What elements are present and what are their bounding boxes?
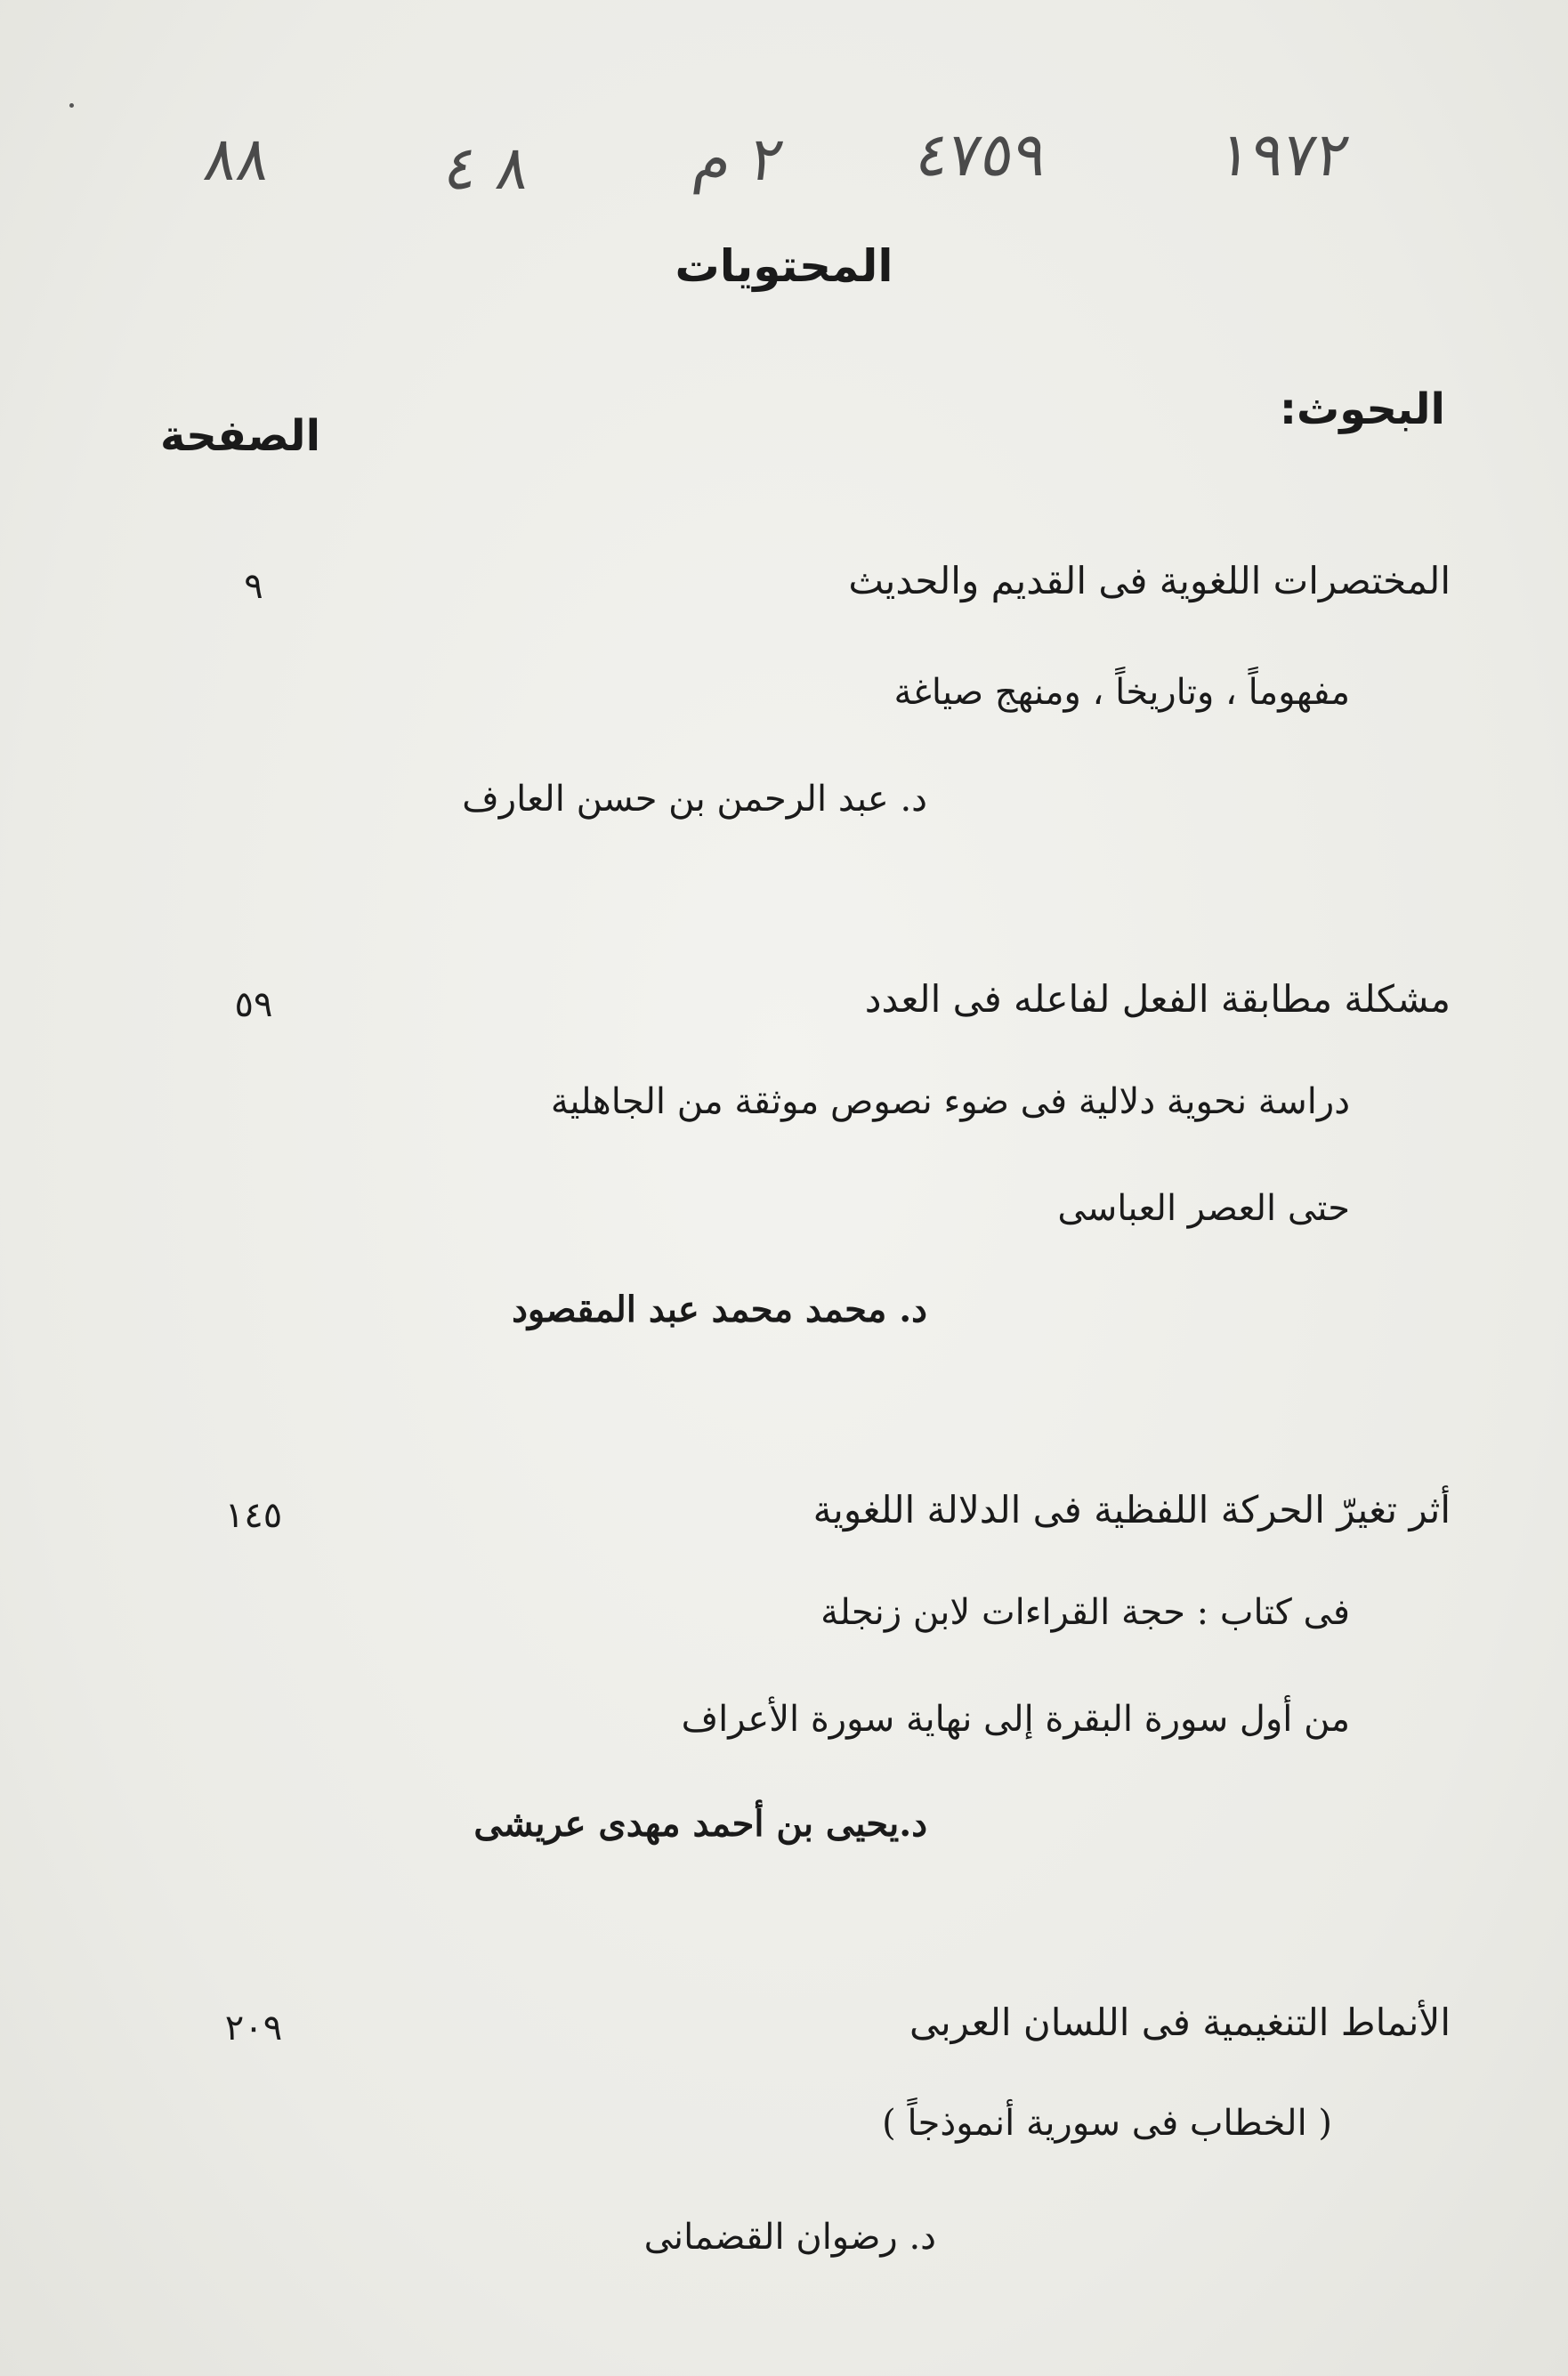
section-label: البحوث: [1279,384,1445,434]
entry-1-author: د. عبد الرحمن بن حسن العارف [462,779,927,820]
handwritten-note-2: ٨ ٤ [440,133,535,204]
entry-2-title: مشكلة مطابقة الفعل لفاعله فى العدد [864,977,1451,1021]
entry-3-author: د.يحيى بن أحمد مهدى عريشى [473,1803,927,1845]
handwritten-note-4: ٤٧٥٩ [911,120,1052,190]
entry-2-page: ٥٩ [234,984,273,1025]
entry-3-page: ١٤٥ [224,1495,283,1536]
entry-1-page: ٩ [244,566,263,607]
entry-1-subtitle: مفهوماً ، وتاريخاً ، ومنهج صياغة [893,672,1350,713]
entry-4-subtitle: ( الخطاب فى سورية أنموذجاً ) [882,2103,1332,2144]
page-speck [69,103,74,108]
page-column-label: الصفحة [160,411,321,461]
entry-2-author: د. محمد محمد عبد المقصود [512,1289,927,1330]
entry-4-author: د. رضوان القضمانى [643,2217,936,2258]
handwritten-note-3: ٢ م [689,125,788,195]
handwritten-note-1: ٨٨ [199,125,275,195]
handwritten-annotations [178,116,1424,214]
entry-3-subtitle-2: من أول سورة البقرة إلى نهاية سورة الأعراف [681,1699,1350,1740]
entry-4-page: ٢٠٩ [224,2008,283,2049]
entry-2-subtitle-2: حتى العصر العباسى [1057,1188,1350,1229]
entry-1-title: المختصرات اللغوية فى القديم والحديث [848,559,1451,602]
handwritten-note-5: ١٩٧٢ [1214,120,1354,190]
entry-2-subtitle-1: دراسة نحوية دلالية فى ضوء نصوص موثقة من الجاهلية [550,1081,1350,1122]
entry-3-title: أثر تغيرّ الحركة اللفظية فى الدلالة اللغوية [812,1488,1451,1531]
entry-4-title: الأنماط التنغيمية فى اللسان العربى [909,2000,1451,2044]
entry-3-subtitle-1: فى كتاب : حجة القراءات لابن زنجلة [820,1592,1350,1633]
page-title: المحتويات [675,240,893,292]
